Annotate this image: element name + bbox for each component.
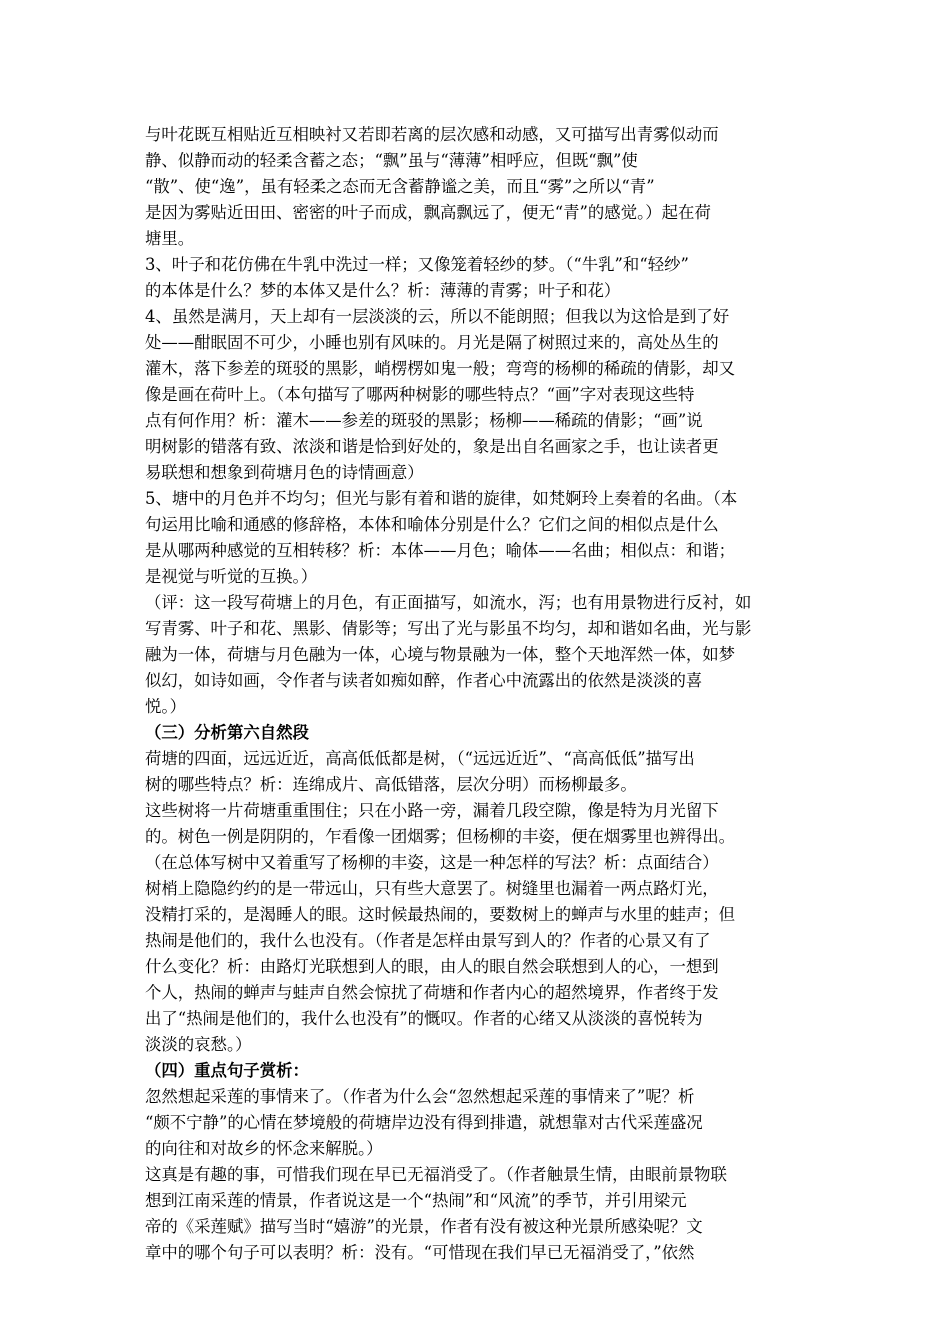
text-line: 点有何作用？析：灌木——参差的斑驳的黑影；杨柳——稀疏的倩影；“画”说 <box>145 411 703 430</box>
text-line: 是因为雾贴近田田、密密的叶子而成，飘高飘远了，便无“青”的感觉。）起在荷 <box>145 203 711 222</box>
text-line: 这些树将一片荷塘重重围住；只在小路一旁，漏着几段空隙，像是特为月光留下 <box>145 801 719 820</box>
text-line: 融为一体，荷塘与月色融为一体，心境与物景融为一体，整个天地浑然一体，如梦 <box>145 645 736 664</box>
text-line: 5、塘中的月色并不均匀；但光与影有着和谐的旋律，如梵婀玲上奏着的名曲。（本 <box>145 489 738 508</box>
text-line: 是视觉与听觉的互换。） <box>145 567 318 586</box>
text-line: 的。树色一例是阴阴的，乍看像一团烟雾；但杨柳的丰姿，便在烟雾里也辨得出。 <box>145 827 736 846</box>
text-line: 树梢上隐隐约约的是一带远山，只有些大意罢了。树缝里也漏着一两点路灯光， <box>145 879 719 898</box>
document-body <box>145 122 811 1266</box>
text-line: 塘里。 <box>145 229 195 248</box>
text-line: （评：这一段写荷塘上的月色，有正面描写，如流水，泻；也有用景物进行反衬，如 <box>145 593 752 612</box>
text-line: （在总体写树中又着重写了杨柳的丰姿，这是一种怎样的写法？析：点面结合） <box>145 853 719 872</box>
text-line: 出了“热闹是他们的，我什么也没有”的慨叹。作者的心绪又从淡淡的喜悦转为 <box>145 1009 703 1028</box>
text-line: 的本体是什么？梦的本体又是什么？析：薄薄的青雾；叶子和花） <box>145 281 621 300</box>
section-heading: （四）重点句子赏析： <box>145 1061 309 1080</box>
text-line: 树的哪些特点？析：连绵成片、高低错落，层次分明）而杨柳最多。 <box>145 775 637 794</box>
text-line: 忽然想起采莲的事情来了。（作者为什么会“忽然想起采莲的事情来了”呢？析 <box>145 1087 695 1106</box>
text-line: 与叶花既互相贴近互相映衬又若即若离的层次感和动感，又可描写出青雾似动而 <box>145 125 719 144</box>
text-line: 荷塘的四面，远远近近，高高低低都是树，（“远远近近”、“高高低低”描写出 <box>145 749 695 768</box>
text-line: 这真是有趣的事，可惜我们现在早已无福消受了。（作者触景生情，由眼前景物联 <box>145 1165 727 1184</box>
text-line: “散”、使“逸”，虽有轻柔之态而无含蓄静谧之美，而且“雾”之所以“青” <box>145 177 655 196</box>
text-line: 4、虽然是满月，天上却有一层淡淡的云，所以不能朗照；但我以为这恰是到了好 <box>145 307 730 326</box>
text-line: 什么变化？析：由路灯光联想到人的眼，由人的眼自然会联想到人的心，一想到 <box>145 957 719 976</box>
section-heading: （三）分析第六自然段 <box>145 723 309 742</box>
text-line: 写青雾、叶子和花、黑影、倩影等；写出了光与影虽不均匀，却和谐如名曲，光与影 <box>145 619 752 638</box>
text-line: 像是画在荷叶上。（本句描写了哪两种树影的哪些特点？“画”字对表现这些特 <box>145 385 695 404</box>
text-line: 想到江南采莲的情景，作者说这是一个“热闹”和“风流”的季节，并引用梁元 <box>145 1191 687 1210</box>
text-line: 热闹是他们的，我什么也没有。（作者是怎样由景写到人的？作者的心景又有了 <box>145 931 711 950</box>
text-line: 3、叶子和花仿佛在牛乳中洗过一样；又像笼着轻纱的梦。（“牛乳”和“轻纱” <box>145 255 689 274</box>
text-line: 悦。） <box>145 697 186 716</box>
text-line: “颇不宁静”的心情在梦境般的荷塘岸边没有得到排遣，就想靠对古代采莲盛况 <box>145 1113 703 1132</box>
text-line: 易联想和想象到荷塘月色的诗情画意） <box>145 463 424 482</box>
text-line: 章中的哪个句子可以表明？析：没有。“可惜现在我们早已无福消受了，”依然 <box>145 1243 695 1262</box>
text-line: 灌木，落下参差的斑驳的黑影，峭楞楞如鬼一般；弯弯的杨柳的稀疏的倩影，却又 <box>145 359 736 378</box>
text-line: 明树影的错落有致、浓淡和谐是恰到好处的，象是出自名画家之手，也让读者更 <box>145 437 719 456</box>
text-line: 帝的《采莲赋》描写当时“嬉游”的光景，作者有没有被这种光景所感染呢？文 <box>145 1217 703 1236</box>
text-line: 句运用比喻和通感的修辞格，本体和喻体分别是什么？它们之间的相似点是什么 <box>145 515 719 534</box>
text-line: 淡淡的哀愁。） <box>145 1035 252 1054</box>
text-line: 是从哪两种感觉的互相转移？析：本体——月色；喻体——名曲；相似点：和谐； <box>145 541 736 560</box>
text-line: 没精打采的，是渴睡人的眼。这时候最热闹的，要数树上的蝉声与水里的蛙声；但 <box>145 905 736 924</box>
text-line: 个人，热闹的蝉声与蛙声自然会惊扰了荷塘和作者内心的超然境界，作者终于发 <box>145 983 719 1002</box>
text-line: 静、似静而动的轻柔含蓄之态；“飘”虽与“薄薄”相呼应，但既“飘”使 <box>145 151 638 170</box>
text-line: 处——酣眠固不可少，小睡也别有风味的。月光是隔了树照过来的，高处丛生的 <box>145 333 719 352</box>
text-line: 的向往和对故乡的怀念来解脱。） <box>145 1139 383 1158</box>
text-line: 似幻，如诗如画，令作者与读者如痴如醉，作者心中流露出的依然是淡淡的喜 <box>145 671 703 690</box>
